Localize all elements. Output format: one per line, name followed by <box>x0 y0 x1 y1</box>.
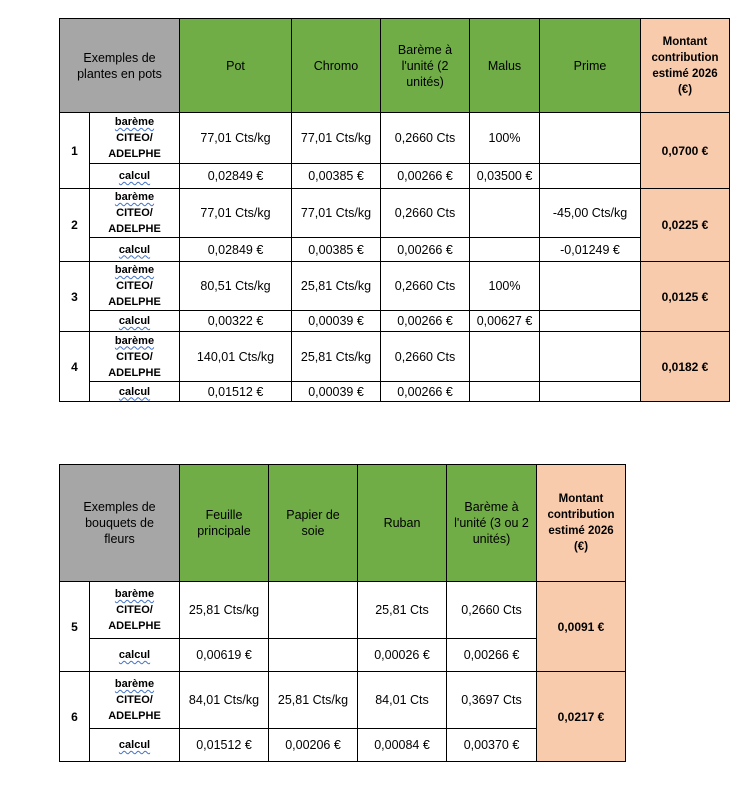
calcul-cell: 0,01512 € <box>180 382 292 402</box>
calcul-cell: 0,00026 € <box>358 639 447 672</box>
calcul-cell: 0,00039 € <box>292 382 381 402</box>
bareme-cell: 77,01 Cts/kg <box>292 113 381 164</box>
bareme-label <box>90 582 180 639</box>
bareme-cell: 77,01 Cts/kg <box>292 189 381 238</box>
bareme-label-line: ADELPHE <box>108 223 161 235</box>
calcul-label <box>90 639 180 672</box>
example-number: 4 <box>60 332 90 402</box>
amount-value: 0,0700 € <box>641 113 730 189</box>
bareme-cell: 25,81 Cts/kg <box>292 262 381 311</box>
calcul-label <box>90 729 180 762</box>
calcul-label-text: calcul <box>118 170 151 182</box>
amount-value: 0,0217 € <box>537 672 626 762</box>
bareme-label <box>90 113 180 164</box>
calcul-cell: 0,00627 € <box>470 311 540 332</box>
column-header: Prime <box>540 19 641 113</box>
calcul-cell: 0,00322 € <box>180 311 292 332</box>
calcul-label-text: calcul <box>118 243 151 256</box>
bareme-label-line: ADELPHE <box>108 710 161 722</box>
bareme-cell <box>470 332 540 382</box>
bareme-cell <box>269 582 358 639</box>
bareme-label-line: barème <box>114 116 155 128</box>
bareme-label-line: CITEO/ <box>116 207 153 219</box>
bareme-label-line: CITEO/ <box>116 604 153 616</box>
examples-header: Exemples de plantes en pots <box>60 19 180 113</box>
bareme-row <box>60 582 626 639</box>
bareme-cell: 84,01 Cts <box>358 672 447 729</box>
bareme-label-line: barème <box>114 264 155 276</box>
bareme-label-line: ADELPHE <box>108 148 161 160</box>
bareme-cell: 25,81 Cts <box>358 582 447 639</box>
calcul-row <box>60 311 730 332</box>
bareme-cell: 25,81 Cts/kg <box>292 332 381 382</box>
calcul-cell: 0,00385 € <box>292 164 381 189</box>
bareme-cell <box>470 189 540 238</box>
bareme-cell: 84,01 Cts/kg <box>180 672 269 729</box>
calcul-cell: 0,00266 € <box>447 639 537 672</box>
bareme-cell: 100% <box>470 262 540 311</box>
bareme-cell: 25,81 Cts/kg <box>269 672 358 729</box>
bareme-cell: 0,3697 Cts <box>447 672 537 729</box>
bareme-cell: 100% <box>470 113 540 164</box>
amount-value: 0,0125 € <box>641 262 730 332</box>
column-header: Barème à l'unité (3 ou 2 unités) <box>447 465 537 582</box>
bareme-label-line: barème <box>114 334 155 347</box>
calcul-cell: 0,02849 € <box>180 238 292 262</box>
calcul-cell <box>470 382 540 402</box>
bareme-label-line: CITEO/ <box>116 280 153 292</box>
bareme-label-line: CITEO/ <box>116 350 153 363</box>
bareme-label-line: barème <box>114 191 155 203</box>
calcul-cell: 0,02849 € <box>180 164 292 189</box>
calcul-label <box>90 164 180 189</box>
calcul-row <box>60 238 730 262</box>
bareme-row <box>60 332 730 382</box>
example-number: 2 <box>60 189 90 262</box>
calcul-label-text: calcul <box>118 385 151 398</box>
bareme-cell <box>540 332 641 382</box>
calcul-cell <box>540 164 641 189</box>
examples-header: Exemples de bouquets de fleurs <box>60 465 180 582</box>
column-header: Feuille principale <box>180 465 269 582</box>
column-header: Barème à l'unité (2 unités) <box>381 19 470 113</box>
calcul-cell: 0,00370 € <box>447 729 537 762</box>
column-header: Chromo <box>292 19 381 113</box>
example-number: 5 <box>60 582 90 672</box>
column-header: Malus <box>470 19 540 113</box>
bareme-label-line: CITEO/ <box>116 132 153 144</box>
calcul-label-text: calcul <box>118 315 151 327</box>
bareme-label-line: ADELPHE <box>108 620 161 632</box>
bareme-cell: 0,2660 Cts <box>381 189 470 238</box>
plants-table <box>59 18 730 402</box>
bareme-cell: 0,2660 Cts <box>381 262 470 311</box>
calcul-cell: 0,00266 € <box>381 311 470 332</box>
bareme-label <box>90 189 180 238</box>
calcul-cell: 0,00266 € <box>381 164 470 189</box>
calcul-label <box>90 382 180 402</box>
calcul-cell: 0,00619 € <box>180 639 269 672</box>
bareme-row <box>60 189 730 238</box>
calcul-row <box>60 382 730 402</box>
bareme-row <box>60 672 626 729</box>
calcul-cell: 0,00084 € <box>358 729 447 762</box>
bareme-label-line: ADELPHE <box>108 366 161 379</box>
calcul-cell <box>540 311 641 332</box>
column-header: Ruban <box>358 465 447 582</box>
calcul-cell: 0,01512 € <box>180 729 269 762</box>
calcul-cell <box>269 639 358 672</box>
calcul-cell <box>540 382 641 402</box>
amount-header: Montant contribution estimé 2026 (€) <box>641 19 730 113</box>
column-header: Papier de soie <box>269 465 358 582</box>
bareme-cell <box>540 262 641 311</box>
calcul-label-text: calcul <box>118 739 151 751</box>
calcul-row <box>60 164 730 189</box>
bareme-label-line: barème <box>114 588 155 600</box>
bareme-cell: 0,2660 Cts <box>381 113 470 164</box>
bareme-cell: 77,01 Cts/kg <box>180 189 292 238</box>
bareme-cell: 0,2660 Cts <box>447 582 537 639</box>
calcul-cell: 0,00266 € <box>381 238 470 262</box>
bouquets-table <box>59 464 626 762</box>
bareme-cell <box>540 113 641 164</box>
amount-value: 0,0225 € <box>641 189 730 262</box>
bareme-cell: 80,51 Cts/kg <box>180 262 292 311</box>
bareme-cell: 140,01 Cts/kg <box>180 332 292 382</box>
bareme-row <box>60 262 730 311</box>
bareme-row <box>60 113 730 164</box>
calcul-cell: -0,01249 € <box>540 238 641 262</box>
amount-header: Montant contribution estimé 2026 (€) <box>537 465 626 582</box>
example-number: 6 <box>60 672 90 762</box>
calcul-cell: 0,03500 € <box>470 164 540 189</box>
column-header: Pot <box>180 19 292 113</box>
bareme-label-line: CITEO/ <box>116 694 153 706</box>
bareme-label <box>90 672 180 729</box>
calcul-label <box>90 311 180 332</box>
calcul-cell <box>470 238 540 262</box>
bareme-label <box>90 262 180 311</box>
bareme-cell: 77,01 Cts/kg <box>180 113 292 164</box>
calcul-cell: 0,00206 € <box>269 729 358 762</box>
example-number: 3 <box>60 262 90 332</box>
calcul-cell: 0,00266 € <box>381 382 470 402</box>
bareme-cell: 0,2660 Cts <box>381 332 470 382</box>
bareme-label <box>90 332 180 382</box>
calcul-label <box>90 238 180 262</box>
bareme-label-line: ADELPHE <box>108 296 161 308</box>
calcul-cell: 0,00039 € <box>292 311 381 332</box>
bareme-cell: 25,81 Cts/kg <box>180 582 269 639</box>
calcul-label-text: calcul <box>118 649 151 661</box>
header-row <box>60 19 730 113</box>
amount-value: 0,0182 € <box>641 332 730 402</box>
calcul-cell: 0,00385 € <box>292 238 381 262</box>
bareme-cell: -45,00 Cts/kg <box>540 189 641 238</box>
bareme-label-line: barème <box>114 678 155 690</box>
header-row <box>60 465 626 582</box>
example-number: 1 <box>60 113 90 189</box>
amount-value: 0,0091 € <box>537 582 626 672</box>
